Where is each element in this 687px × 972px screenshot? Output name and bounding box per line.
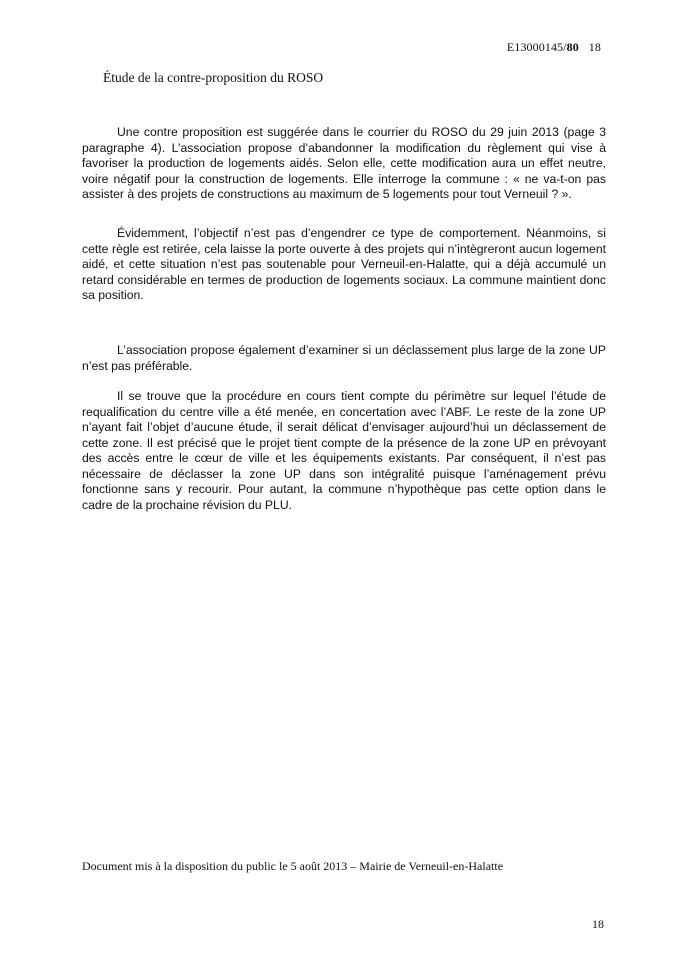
paragraph-1-block (82, 125, 606, 203)
paragraph: Évidemment, l’objectif n’est pas d’engendrer ce type de comportement. Néanmoins, si cette règle est retirée, cela laisse la porte ouverte à des projets qui n’intègreront aucun logement aidé, et cette situation n’est pas soutenable pour Verneuil-en-Halatte, qui a déjà accumulé un retard considérable en termes de production de logements sociaux. La commune maintient donc sa position. (82, 226, 606, 302)
section-title: Étude de la contre-proposition du ROSO (103, 70, 324, 85)
footer-note: Document mis à la disposition du public le 5 août 2013 – Mairie de Verneuil-en-Halatte (82, 859, 504, 873)
header-reference (507, 40, 601, 55)
paragraph: L’association propose également d’examiner si un déclassement plus large de la zone UP n’est pas préférable. (82, 343, 606, 373)
paragraph: Une contre proposition est suggérée dans le courrier du ROSO du 29 juin 2013 (page 3 paragraphe 4). L’association propose d’abandonner la modification du règlement qui vise à favoriser la production de logements aidés. Selon elle, cette modification aura un effet neutre, voire négatif pour la construction de logements. Elle interroge la commune : « ne va-t-on pas assister à des projets de constructions au maximum de 5 logements pour tout Verneuil ? ». (82, 125, 606, 201)
doc-ref-number: E13000145/ (506, 40, 567, 54)
page-number: 18 (592, 917, 604, 931)
header-page-number: 18 (588, 40, 601, 54)
doc-ref-bold: 80 (566, 40, 579, 54)
paragraph-3-block (82, 343, 606, 374)
paragraph: Il se trouve que la procédure en cours tient compte du périmètre sur lequel l’étude de requalification du centre ville a été menée, en concertation avec l’ABF. Le reste de la zone UP n’ayant fait l’objet d’aucune étude, il serait délicat d’envisager aujourd’hui un déclassement de cette zone. Il est précisé que le projet tient compte de la présence de la zone UP en prévoyant des accès entre le cœur de ville et les équipements existants. Par conséquent, il n’est pas nécessaire de déclasser la zone UP dans son intégralité puisque l’aménagement prévu fonctionne sans y recourir. Pour autant, la commune n’hypothèque pas cette option dans le cadre de la prochaine révision du PLU. (82, 389, 606, 512)
paragraph-2-block (82, 226, 606, 304)
paragraph-4-block (82, 389, 606, 513)
